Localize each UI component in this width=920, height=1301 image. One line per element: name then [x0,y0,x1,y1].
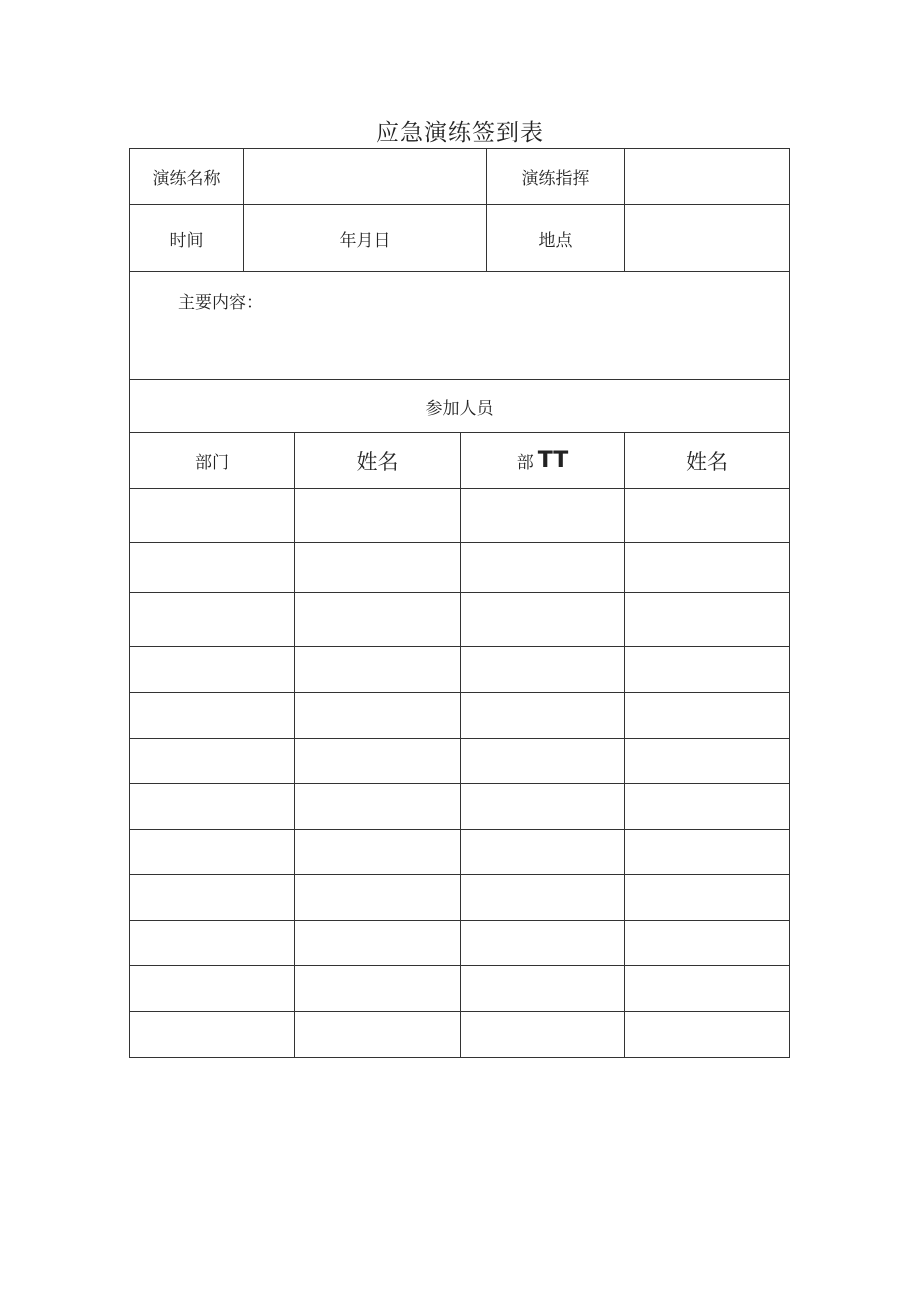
header-name-2: 姓名 [686,449,728,474]
department-cell[interactable] [130,830,294,874]
main-content-label: 主要内容： [178,293,263,313]
department-cell[interactable] [461,921,624,965]
drill-name-field[interactable] [244,149,486,204]
name-cell[interactable] [295,739,460,783]
department-cell[interactable] [461,593,624,646]
name-cell[interactable] [295,693,460,738]
name-cell[interactable] [625,875,789,920]
place-field[interactable] [625,205,789,271]
participants-section-title: 参加人员 [425,398,494,419]
department-cell[interactable] [130,647,294,692]
header-department-2 [461,433,624,488]
department-cell[interactable] [461,693,624,738]
drill-name-label: 演练名称 [152,169,221,189]
name-cell[interactable] [295,489,460,542]
place-label: 地点 [538,230,573,251]
commander-label: 演练指挥 [521,169,590,189]
main-content-field[interactable] [130,312,789,379]
department-cell[interactable] [461,489,624,542]
name-cell[interactable] [295,784,460,829]
header-department-2-suffix: TT [537,448,569,473]
header-department-1: 部门 [195,453,229,473]
name-cell[interactable] [295,647,460,692]
department-cell[interactable] [130,693,294,738]
department-cell[interactable] [130,489,294,542]
department-cell[interactable] [130,543,294,592]
department-cell[interactable] [461,875,624,920]
name-cell[interactable] [625,739,789,783]
name-cell[interactable] [625,1012,789,1057]
header-department-2-prefix: 部 [516,453,534,473]
department-cell[interactable] [130,966,294,1011]
department-cell[interactable] [461,739,624,783]
name-cell[interactable] [625,784,789,829]
name-cell[interactable] [295,875,460,920]
department-cell[interactable] [130,921,294,965]
name-cell[interactable] [625,489,789,542]
department-cell[interactable] [130,1012,294,1057]
name-cell[interactable] [295,543,460,592]
name-cell[interactable] [625,647,789,692]
name-cell[interactable] [625,693,789,738]
name-cell[interactable] [295,593,460,646]
department-cell[interactable] [130,739,294,783]
name-cell[interactable] [625,593,789,646]
department-cell[interactable] [461,784,624,829]
department-cell[interactable] [130,875,294,920]
time-label: 时间 [169,230,204,251]
department-cell[interactable] [130,784,294,829]
department-cell[interactable] [130,593,294,646]
department-cell[interactable] [461,966,624,1011]
date-field[interactable]: 年月日 [339,230,391,251]
department-cell[interactable] [461,543,624,592]
department-cell[interactable] [461,830,624,874]
page-title: 应急演练签到表 [376,120,544,146]
row-divider [129,271,790,272]
name-cell[interactable] [295,966,460,1011]
name-cell[interactable] [295,1012,460,1057]
name-cell[interactable] [625,921,789,965]
table-border-right [789,148,790,1058]
commander-field[interactable] [625,149,789,204]
name-cell[interactable] [625,966,789,1011]
department-cell[interactable] [461,1012,624,1057]
department-cell[interactable] [461,647,624,692]
name-cell[interactable] [295,830,460,874]
name-cell[interactable] [625,543,789,592]
header-name-1: 姓名 [356,449,399,474]
name-cell[interactable] [295,921,460,965]
name-cell[interactable] [625,830,789,874]
